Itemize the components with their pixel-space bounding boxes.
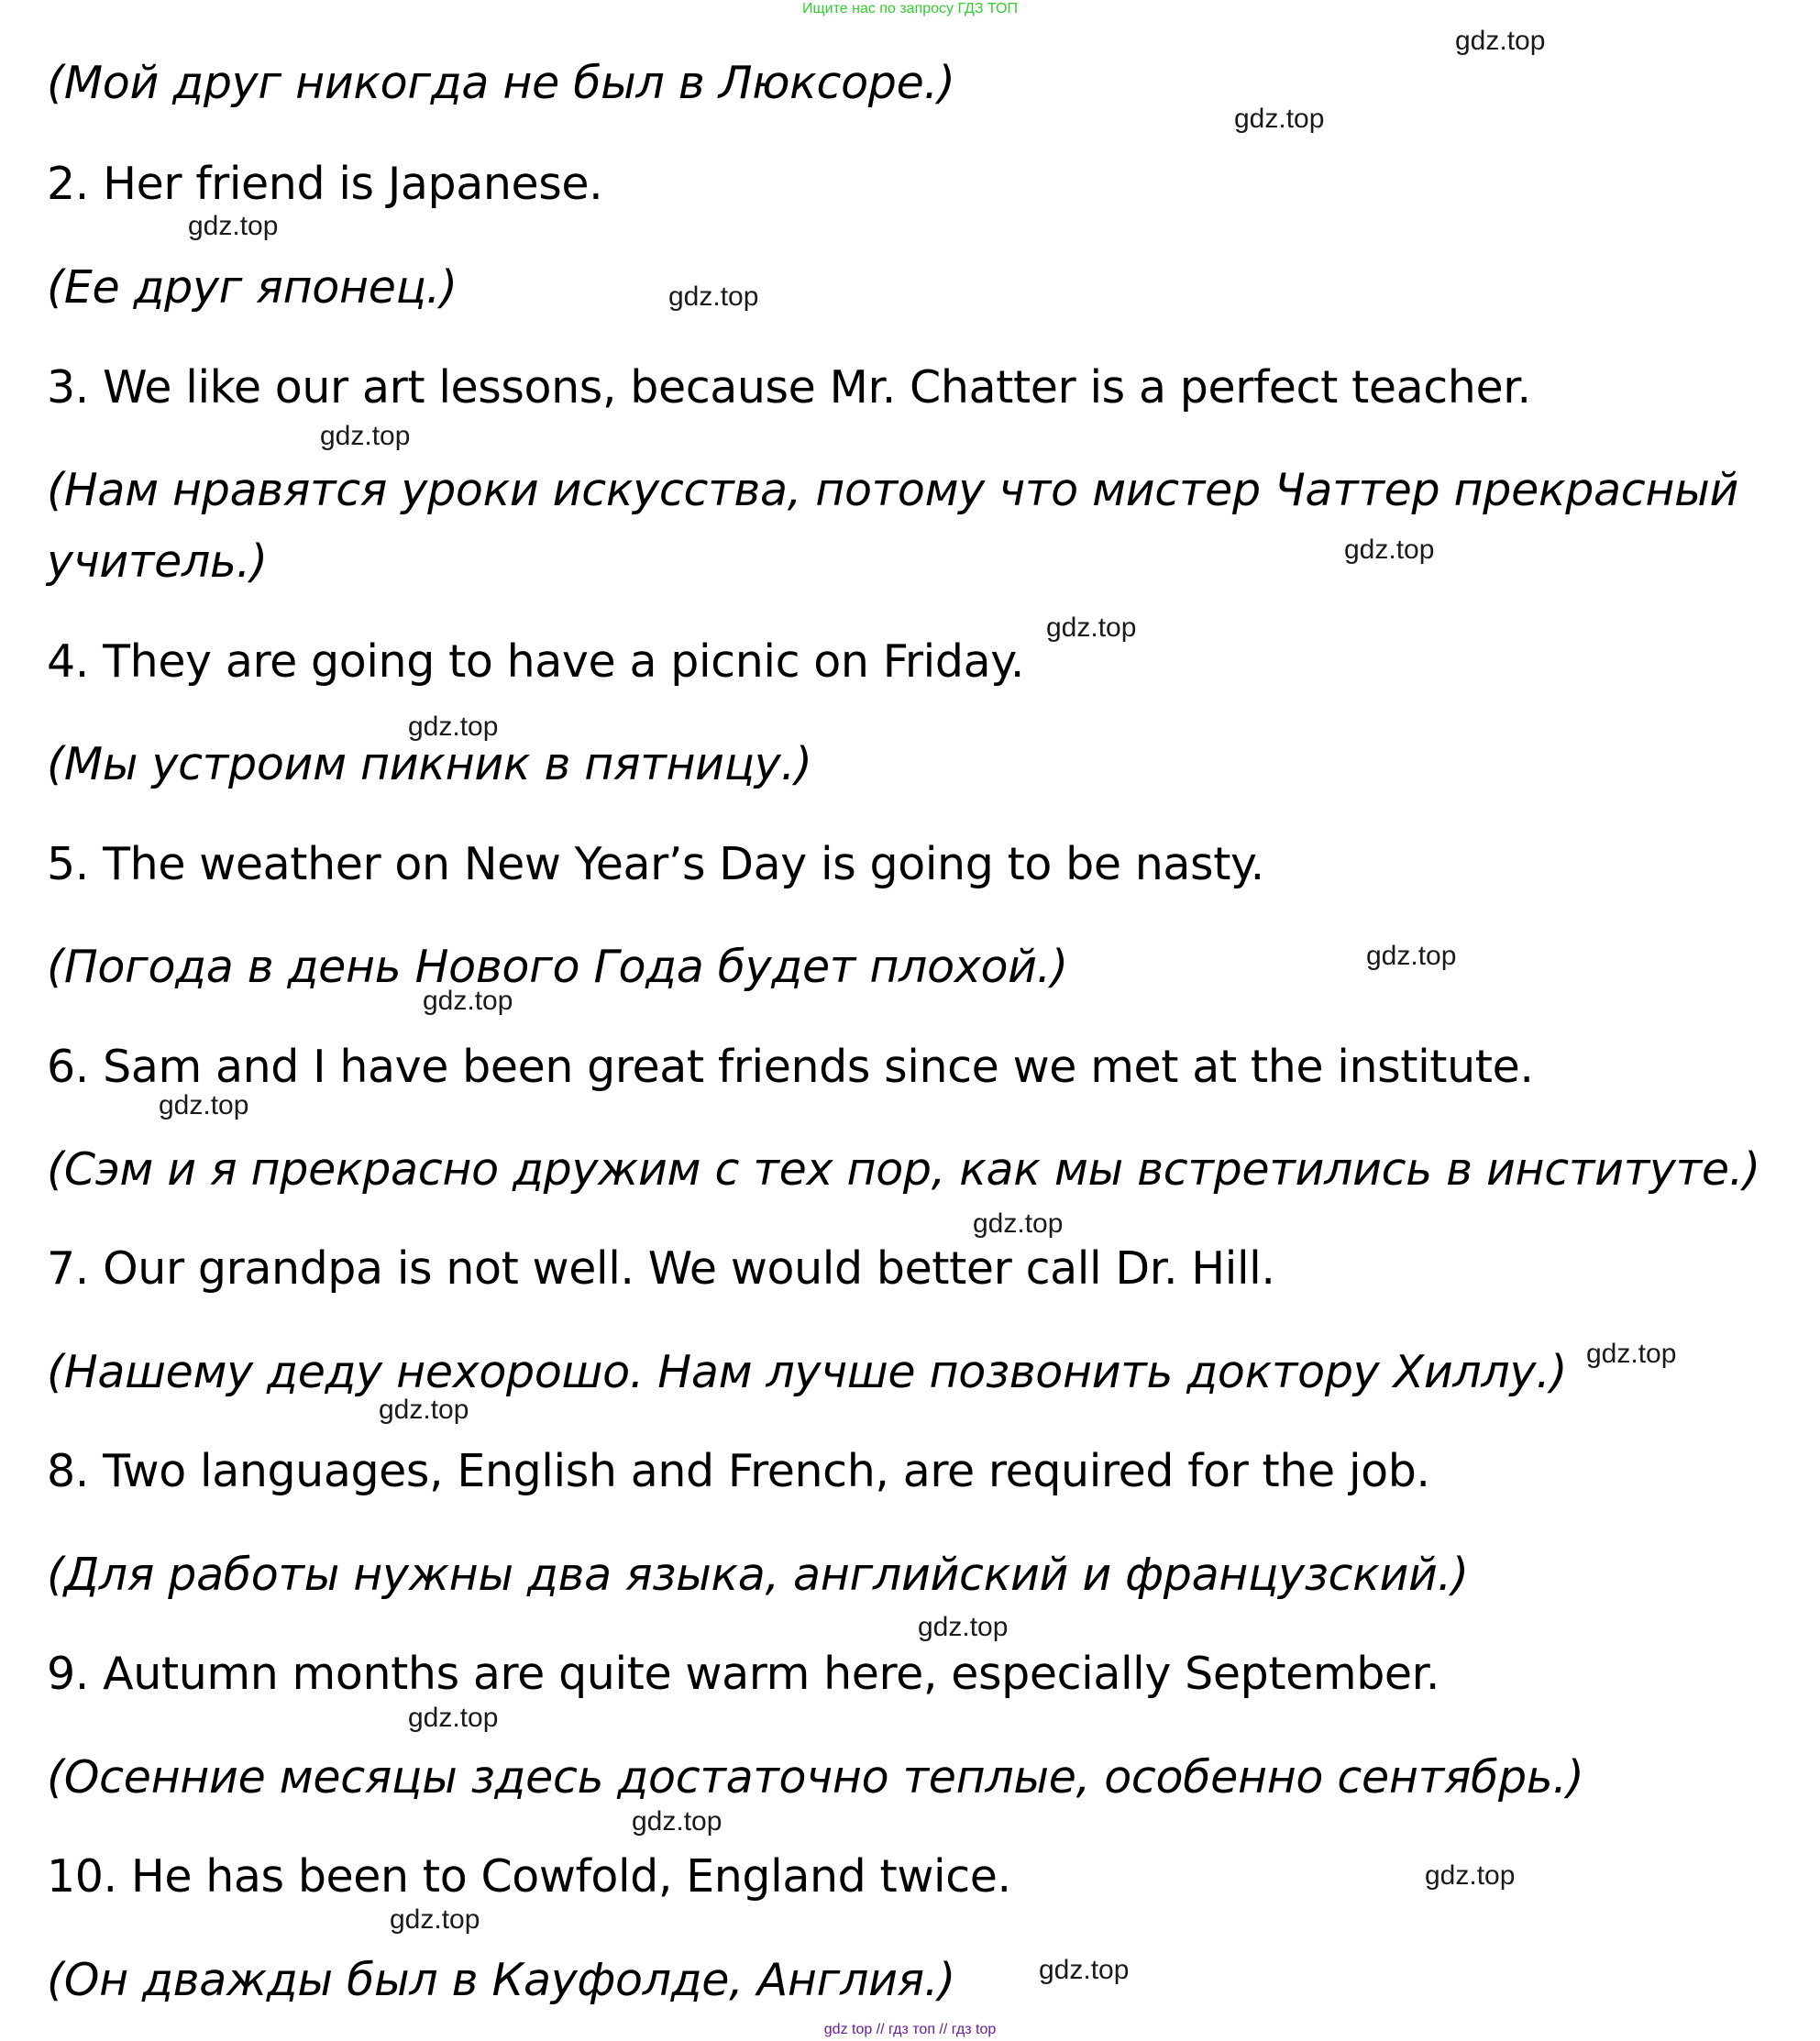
translation-line: (Ее друг японец.) <box>47 261 458 314</box>
translation-line: учитель.) <box>47 535 268 588</box>
sentence-line: 4. They are going to have a picnic on Friday. <box>47 635 1025 688</box>
sentence-line: 3. We like our art lessons, because Mr. Chatter is a perfect teacher. <box>47 361 1531 414</box>
footer-watermark: gdz top // гдз топ // гдз top <box>823 2022 997 2037</box>
watermark: gdz.top <box>320 421 411 451</box>
translation-line: (Мой друг никогда не был в Люксоре.) <box>47 57 955 109</box>
translation-line: (Мы устроим пикник в пятницу.) <box>47 738 812 790</box>
watermark: gdz.top <box>1366 941 1457 971</box>
translation-line: (Нашему деду нехорошо. Нам лучше позвонить доктору Хиллу.) <box>47 1346 1568 1398</box>
translation-line: (Сэм и я прекрасно дружим с тех пор, как мы встретились в институте.) <box>47 1143 1760 1196</box>
watermark: gdz.top <box>379 1395 469 1425</box>
watermark: gdz.top <box>188 211 279 241</box>
translation-line: (Осенние месяцы здесь достаточно теплые, особенно сентябрь.) <box>47 1751 1584 1804</box>
sentence-line: 8. Two languages, English and French, are required for the job. <box>47 1445 1430 1497</box>
watermark: gdz.top <box>973 1208 1064 1239</box>
watermark: gdz.top <box>408 1703 499 1733</box>
watermark: gdz.top <box>1586 1339 1677 1369</box>
watermark: gdz.top <box>632 1806 722 1837</box>
sentence-line: 5. The weather on New Year’s Day is going to be nasty. <box>47 838 1264 890</box>
top-banner: Ищите нас по запросу ГДЗ ТОП <box>802 1 1018 17</box>
translation-line: (Для работы нужны два языка, английский и французский.) <box>47 1549 1469 1601</box>
watermark: gdz.top <box>159 1090 249 1120</box>
watermark: gdz.top <box>1234 104 1325 134</box>
watermark: gdz.top <box>668 281 759 312</box>
sentence-line: 7. Our grandpa is not well. We would better call Dr. Hill. <box>47 1242 1275 1295</box>
translation-line: (Нам нравятся уроки искусства, потому что мистер Чаттер прекрасный <box>47 464 1739 516</box>
sentence-line: 6. Sam and I have been great friends since we met at the institute. <box>47 1041 1534 1093</box>
watermark: gdz.top <box>423 986 513 1016</box>
watermark: gdz.top <box>408 712 499 742</box>
watermark: gdz.top <box>1425 1860 1516 1891</box>
watermark: gdz.top <box>1344 535 1435 565</box>
watermark: gdz.top <box>390 1904 480 1935</box>
watermark: gdz.top <box>1039 1955 1130 1985</box>
translation-line: (Погода в день Нового Года будет плохой.) <box>47 941 1068 993</box>
watermark: gdz.top <box>1046 612 1137 643</box>
watermark: gdz.top <box>918 1612 1009 1642</box>
translation-line: (Он дважды был в Кауфолде, Англия.) <box>47 1954 955 2006</box>
sentence-line: 9. Autumn months are quite warm here, especially September. <box>47 1648 1440 1700</box>
sentence-line: 10. He has been to Cowfold, England twice. <box>47 1850 1011 1903</box>
watermark: gdz.top <box>1455 26 1546 56</box>
sentence-line: 2. Her friend is Japanese. <box>47 158 603 210</box>
